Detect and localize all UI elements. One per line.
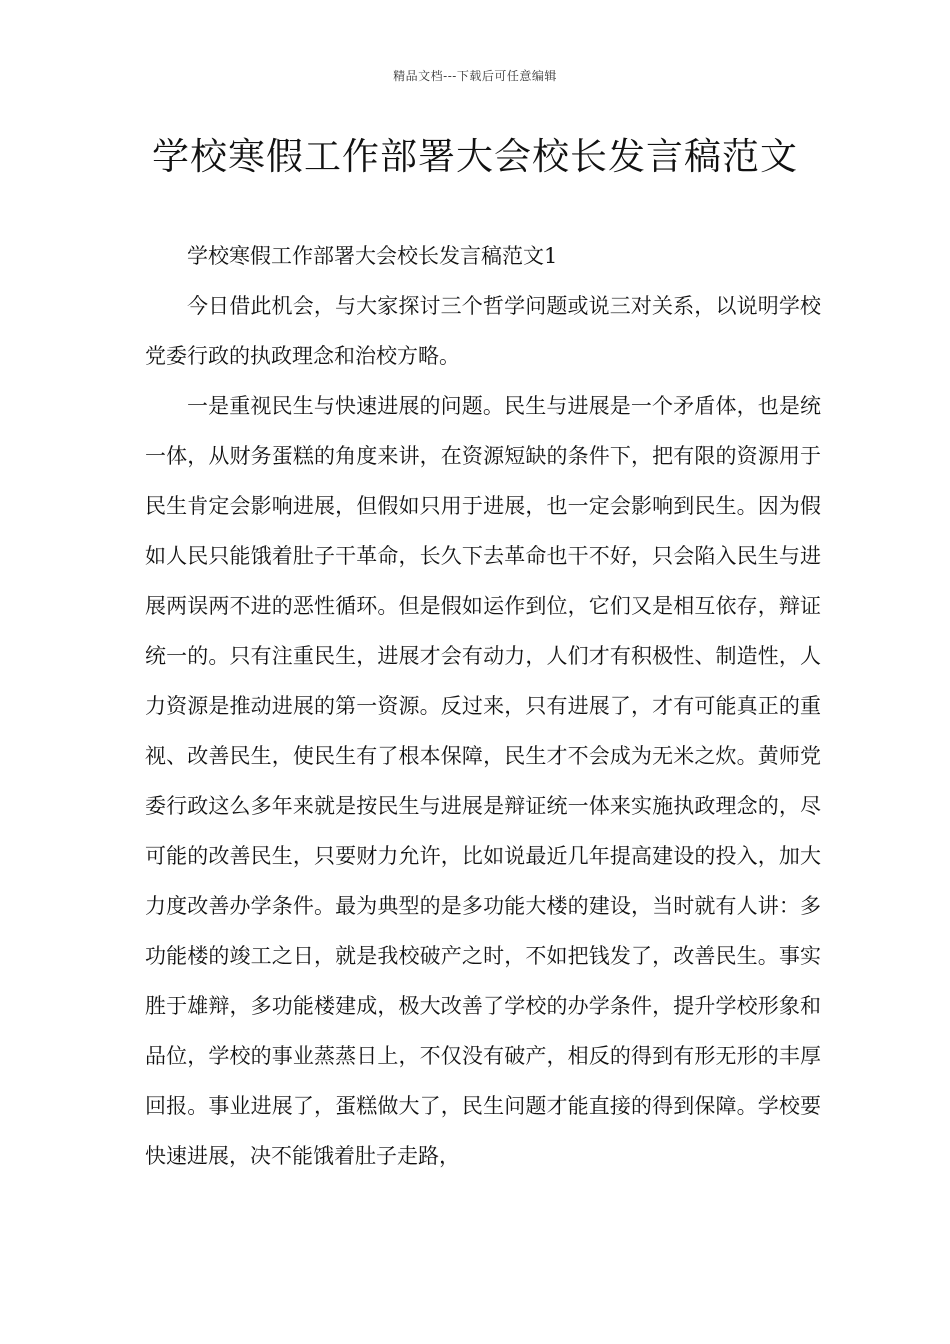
document-body: [145, 231, 821, 1181]
paragraph-subtitle: 学校寒假工作部署大会校长发言稿范文1: [187, 244, 558, 268]
header-note: 精品文档---下载后可任意编辑: [393, 69, 557, 83]
paragraph-section-one: 一是重视民生与快速进展的问题。民生与进展是一个矛盾体，也是统一体，从财务蛋糕的角度来讲，在资源短缺的条件下，把有限的资源用于民生肯定会影响进展，但假如只用于进展，也一定会影响到民生。因为假如人民只能饿着肚子干革命，长久下去革命也干不好，只会陷入民生与进展两误两不进的恶性循环。但是假如运作到位，它们又是相互依存，辩证统一的。只有注重民生，进展才会有动力，人们才有积极性、制造性，人力资源是推动进展的第一资源。反过来，只有进展了，才有可能真正的重视、改善民生，使民生有了根本保障，民生才不会成为无米之炊。黄师党委行政这么多年来就是按民生与进展是辩证统一体来实施执政理念的，尽可能的改善民生，只要财力允许，比如说最近几年提高建设的投入，加大力度改善办学条件。最为典型的是多功能大楼的建设，当时就有人讲：多功能楼的竣工之日，就是我校破产之时，不如把钱发了，改善民生。事实胜于雄辩，多功能楼建成，极大改善了学校的办学条件，提升学校形象和品位，学校的事业蒸蒸日上，不仅没有破产，相反的得到有形无形的丰厚回报。事业进展了，蛋糕做大了，民生问题才能直接的得到保障。学校要快速进展，决不能饿着肚子走路，: [145, 394, 821, 1168]
paragraph-intro: 今日借此机会，与大家探讨三个哲学问题或说三对关系，以说明学校党委行政的执政理念和治校方略。: [145, 294, 821, 368]
document-title: 学校寒假工作部署大会校长发言稿范文: [152, 135, 798, 178]
